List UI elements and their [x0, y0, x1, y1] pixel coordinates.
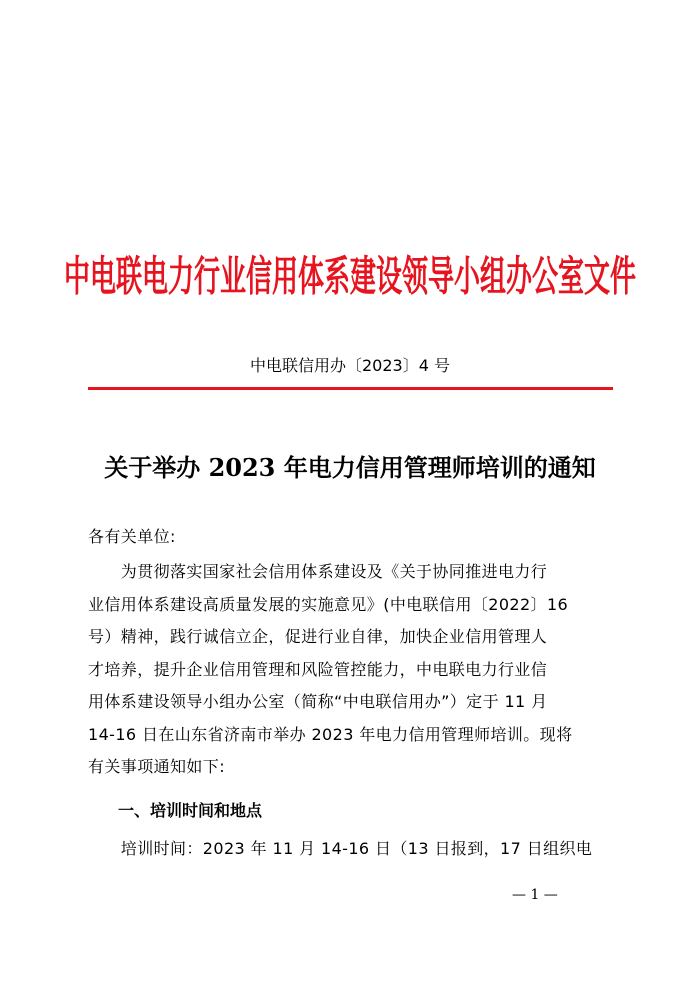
paragraph-line: 业信用体系建设高质量发展的实施意见》(中电联信用〔2022〕16 [88, 594, 569, 614]
page-number: — 1 — [512, 887, 558, 903]
body-paragraph [88, 556, 618, 784]
document-number: 中电联信用办〔2023〕4 号 [250, 356, 450, 375]
paragraph-line: 为贯彻落实国家社会信用体系建设及《关于协同推进电力行 [88, 562, 548, 581]
salutation: 各有关单位: [88, 527, 176, 546]
training-time-line: 培训时间：2023 年 11 月 14-16 日（13 日报到，17 日组织电 [88, 839, 593, 858]
paragraph-line: 14-16 日在山东省济南市举办 2023 年电力信用管理师培训。现将 [88, 724, 573, 744]
section-heading: 一、培训时间和地点 [118, 801, 263, 820]
paragraph-line: 用体系建设领导小组办公室（简称“中电联信用办”）定于 11 月 [88, 692, 548, 711]
red-divider-rule [88, 387, 613, 390]
paragraph-line: 有关事项通知如下: [88, 757, 225, 776]
paragraph-line: 号）精神，践行诚信立企，促进行业自律，加快企业信用管理人 [88, 627, 548, 646]
header-title: 中电联电力行业信用体系建设领导小组办公室文件 [63, 253, 636, 302]
paragraph-line: 才培养，提升企业信用管理和风险管控能力，中电联电力行业信 [88, 659, 548, 679]
notice-title: 关于举办 2023 年电力信用管理师培训的通知 [104, 453, 596, 482]
